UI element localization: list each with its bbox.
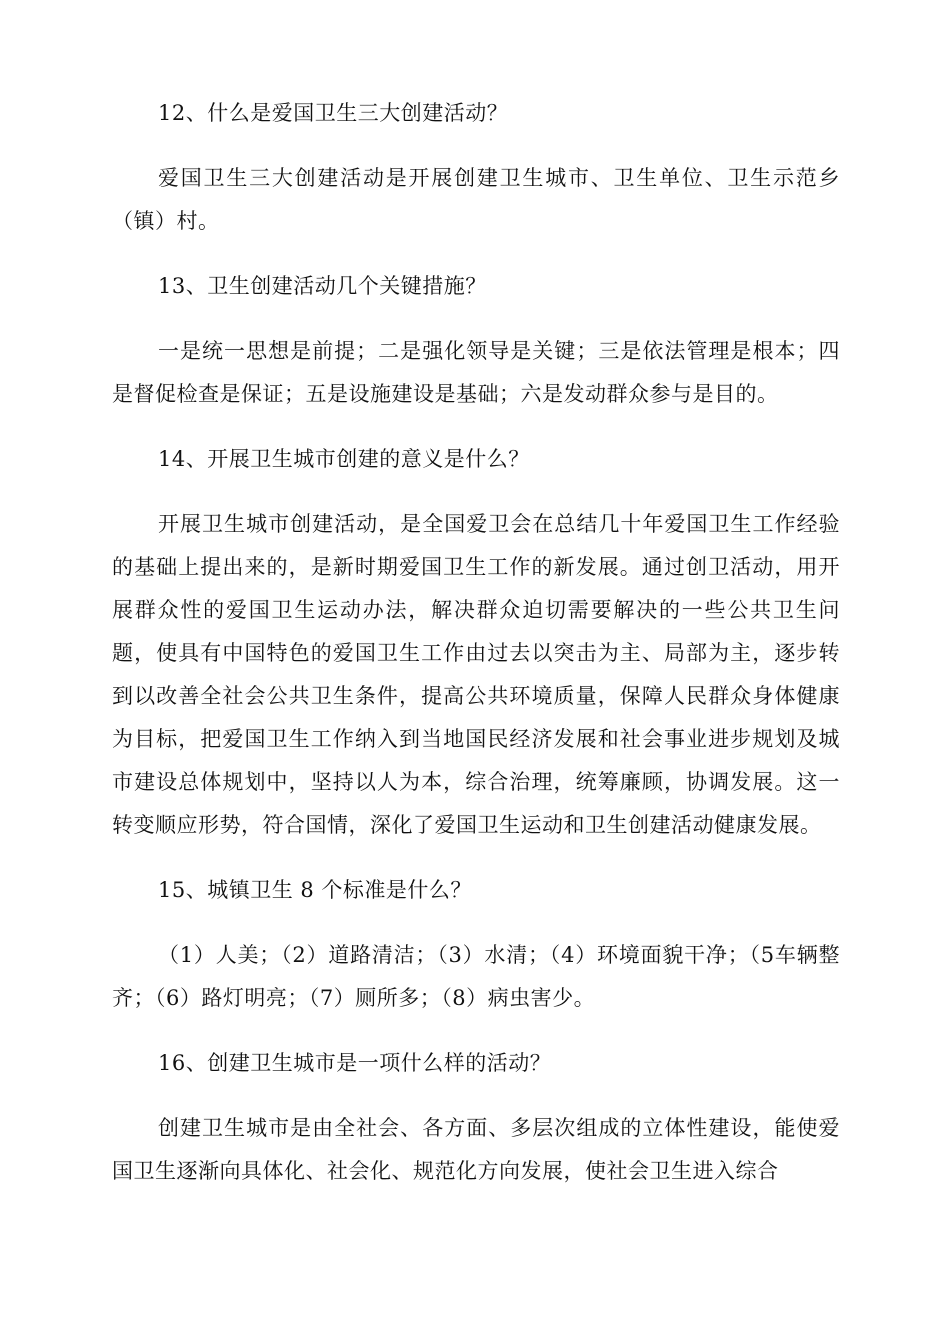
question-13: 13、卫生创建活动几个关键措施？	[158, 274, 487, 298]
answer-12: 爱国卫生三大创建活动是开展创建卫生城市、卫生单位、卫生示范乡（镇）村。	[112, 166, 840, 233]
question-12: 12、什么是爱国卫生三大创建活动？	[158, 101, 509, 125]
answer-15: （1）人美；（2）道路清洁；（3）水清；（4）环境面貌干净；（5车辆整齐；（6）路灯明亮；（7）厕所多；（8）病虫害少。	[112, 943, 840, 1010]
answer-13: 一是统一思想是前提；二是强化领导是关键；三是依法管理是根本；四是督促检查是保证；五是设施建设是基础；六是发动群众参与是目的。	[112, 339, 840, 406]
answer-16: 创建卫生城市是由全社会、各方面、多层次组成的立体性建设，能使爱国卫生逐渐向具体化、社会化、规范化方向发展，使社会卫生进入综合	[112, 1116, 840, 1183]
question-16: 16、创建卫生城市是一项什么样的活动？	[158, 1051, 552, 1075]
question-15: 15、城镇卫生 8 个标准是什么？	[158, 878, 472, 902]
document-body	[112, 92, 840, 1215]
answer-14: 开展卫生城市创建活动，是全国爱卫会在总结几十年爱国卫生工作经验的基础上提出来的，是新时期爱国卫生工作的新发展。通过创卫活动，用开展群众性的爱国卫生运动办法，解决群众迫切需要解决的一些公共卫生问题，使具有中国特色的爱国卫生工作由过去以突击为主、局部为主，逐步转到以改善全社会公共卫生条件，提高公共环境质量，保障人民群众身体健康为目标，把爱国卫生工作纳入到当地国民经济发展和社会事业进步规划及城市建设总体规划中，坚持以人为本，综合治理，统筹廉顾，协调发展。这一转变顺应形势，符合国情，深化了爱国卫生运动和卫生创建活动健康发展。	[112, 512, 840, 837]
question-14: 14、开展卫生城市创建的意义是什么？	[158, 447, 530, 471]
